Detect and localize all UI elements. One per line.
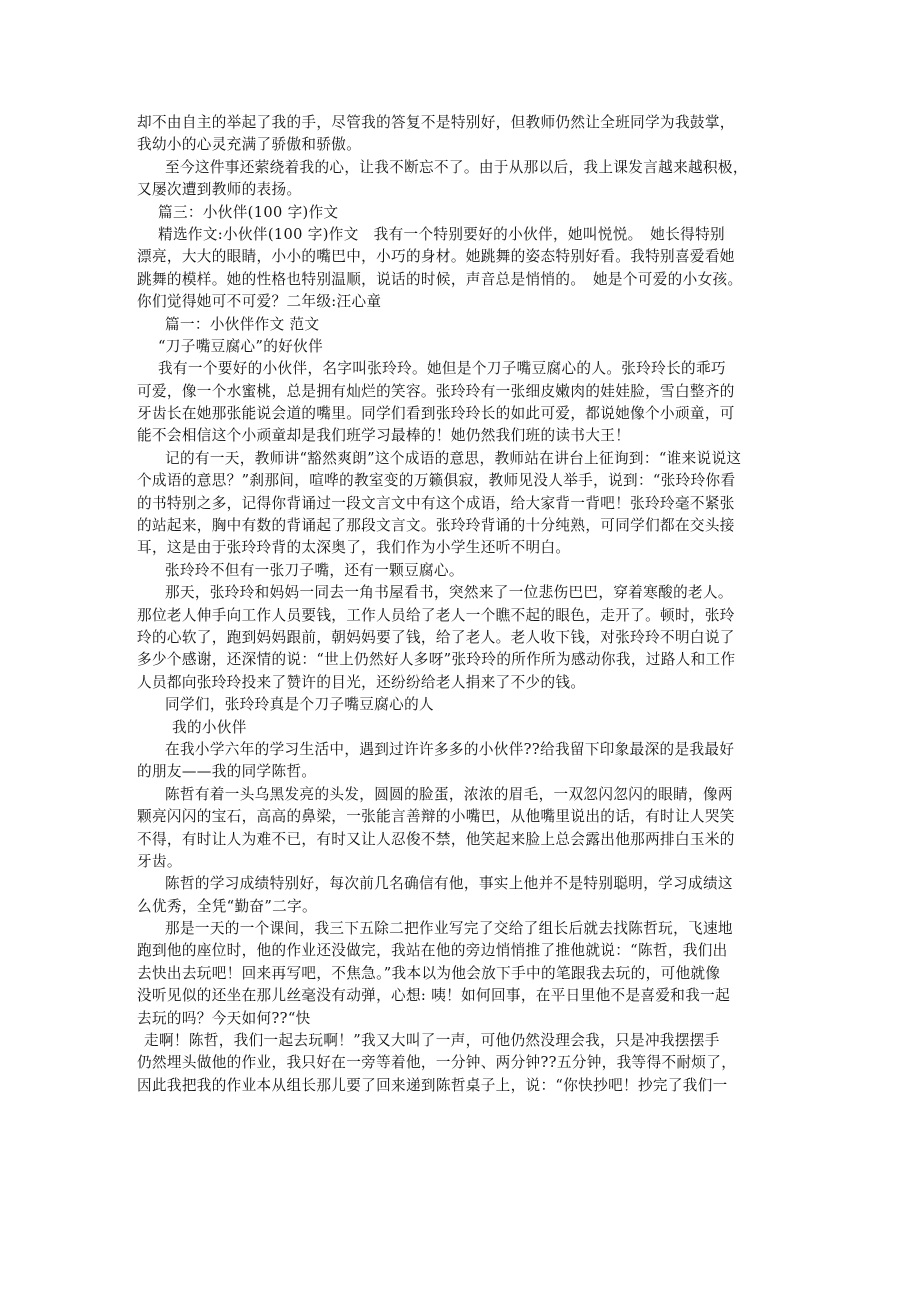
text-line: 同学们，张玲玲真是个刀子嘴豆腐心的人 <box>165 696 434 714</box>
text-line: 仍然埋头做他的作业，我只好在一旁等着他，一分钟、两分钟??五分钟，我等得不耐烦了， <box>137 1054 737 1072</box>
text-line: 玲的心软了，跑到妈妈跟前，朝妈妈要了钱，给了老人。老人收下钱，对张玲玲不明白说了 <box>137 628 735 646</box>
text-line: 牙齿长在她那张能说会道的嘴里。同学们看到张玲玲长的如此可爱，都说她像个小顽童，可 <box>137 405 735 423</box>
essay-title: “刀子嘴豆腐心”的好伙伴 <box>158 337 324 355</box>
text-line: 那位老人伸手向工作人员要钱，工作人员给了老人一个瞧不起的眼色，走开了。顿时，张玲 <box>137 606 735 624</box>
text-line: 张玲玲不但有一张刀子嘴，还有一颗豆腐心。 <box>165 561 464 579</box>
text-line: 颗亮闪闪的宝石，高高的鼻梁，一张能言善辩的小嘴巴，从他嘴里说出的话，有时让人哭笑 <box>137 808 735 826</box>
text-line: 牙齿。 <box>137 852 182 870</box>
text-line: 却不由自主的举起了我的手，尽管我的答复不是特别好，但教师仍然让全班同学为我鼓掌， <box>137 114 735 131</box>
text-line: 走啊！陈哲，我们一起去玩啊！”我又大叫了一声，可他仍然没理会我，只是冲我摆摆手 <box>144 1032 720 1050</box>
section-heading: 篇三：小伙伴(100 字)作文 <box>158 203 339 221</box>
text-line: 没听见似的还坐在那儿丝毫没有动弹，心想: 咦！如何回事，在平日里他不是喜爱和我一起 <box>137 987 731 1005</box>
text-line: 的站起来，胸中有数的背诵起了那段文言文。张玲玲背诵的十分纯熟，可同学们都在交头接 <box>137 517 735 535</box>
document-page <box>137 112 785 1097</box>
text-line: 我幼小的心灵充满了骄傲和骄傲。 <box>137 136 362 154</box>
text-line: 的书特别之多，记得你背诵过一段文言文中有这个成语，给大家背一背吧！张玲玲毫不紧张 <box>137 494 735 512</box>
text-line: 漂亮，大大的眼睛，小小的嘴巴中，小巧的身材。她跳舞的姿态特别好看。我特别喜爱看她 <box>137 248 735 266</box>
text-line: 我有一个要好的小伙伴，名字叫张玲玲。她但是个刀子嘴豆腐心的人。张玲玲长的乖巧 <box>158 360 726 378</box>
text-line: 多少个感谢，还深情的说：“世上仍然好人多呀”张玲玲的所作所为感动你我，过路人和工作 <box>137 651 736 669</box>
text-line: 么优秀，全凭“勤奋”二字。 <box>137 897 318 915</box>
text-line: 陈哲有着一头乌黑发亮的头发，圆圆的脸蛋，浓浓的眉毛，一双忽闪忽闪的眼睛，像两 <box>165 785 733 803</box>
text-line: 又屡次遭到教师的表扬。 <box>137 181 302 199</box>
text-line: 人员都向张玲玲投来了赞许的目光，还纷纷给老人捐来了不少的钱。 <box>137 673 586 691</box>
text-line: 不得，有时让人为难不已，有时又让人忍俊不禁，他笑起来脸上总会露出他那两排白玉米的 <box>137 830 735 848</box>
text-line: 那天，张玲玲和妈妈一同去一角书屋看书，突然来了一位悲伤巴巴，穿着寒酸的老人。 <box>165 584 733 602</box>
text-line: 记的有一天，教师讲“豁然爽朗”这个成语的意思，教师站在讲台上征询到：“谁来说说这 <box>165 449 742 467</box>
text-line: 个成语的意思？”刹那间，喧哗的教室变的万籁俱寂，教师见没人举手，说到：“张玲玲你看 <box>137 472 736 490</box>
text-line: 跳舞的模样。她的性格也特别温顺，说话的时候，声音总是悄悄的。 她是个可爱的小女孩。 <box>137 270 743 288</box>
text-line: 的朋友——我的同学陈哲。 <box>137 763 317 781</box>
text-line: 你们觉得她可不可爱？二年级:汪心童 <box>137 293 382 311</box>
text-line: 跑到他的座位时，他的作业还没做完，我站在他的旁边悄悄推了推他就说：“陈哲，我们出 <box>137 942 728 960</box>
text-line: 去快出去玩吧！回来再写吧，不焦急。”我本以为他会放下手中的笔跟我去玩的，可他就像 <box>137 964 721 982</box>
essay-title: 我的小伙伴 <box>172 718 247 736</box>
text-line: 至今这件事还萦绕着我的心，让我不断忘不了。由于从那以后，我上课发言越来越积极， <box>165 158 748 176</box>
text-line: 耳，这是由于张玲玲背的太深奥了，我们作为小学生还听不明白。 <box>137 539 571 557</box>
text-line: 可爱，像一个水蜜桃，总是拥有灿烂的笑容。张玲玲有一张细皮嫩肉的娃娃脸，雪白整齐的 <box>137 382 735 400</box>
text-line: 在我小学六年的学习生活中，遇到过许许多多的小伙伴??给我留下印象最深的是我最好 <box>165 740 735 758</box>
text-line: 能不会相信这个小顽童却是我们班学习最棒的！她仍然我们班的读书大王！ <box>137 427 631 445</box>
text-line: 那是一天的一个课间，我三下五除二把作业写完了交给了组长后就去找陈哲玩，飞速地 <box>165 920 733 938</box>
section-heading: 篇一：小伙伴作文 范文 <box>165 315 320 333</box>
text-line: 精选作文:小伙伴(100 字)作文 我有一个特别要好的小伙伴，她叫悦悦。 她长得特别 <box>158 225 725 243</box>
text-line: 因此我把我的作业本从组长那儿要了回来递到陈哲桌子上，说：“你快抄吧！抄完了我们一 <box>137 1076 728 1094</box>
text-line: 去玩的吗？今天如何??“快 <box>137 1009 311 1027</box>
text-line: 陈哲的学习成绩特别好，每次前几名确信有他，事实上他并不是特别聪明，学习成绩这 <box>165 875 733 893</box>
